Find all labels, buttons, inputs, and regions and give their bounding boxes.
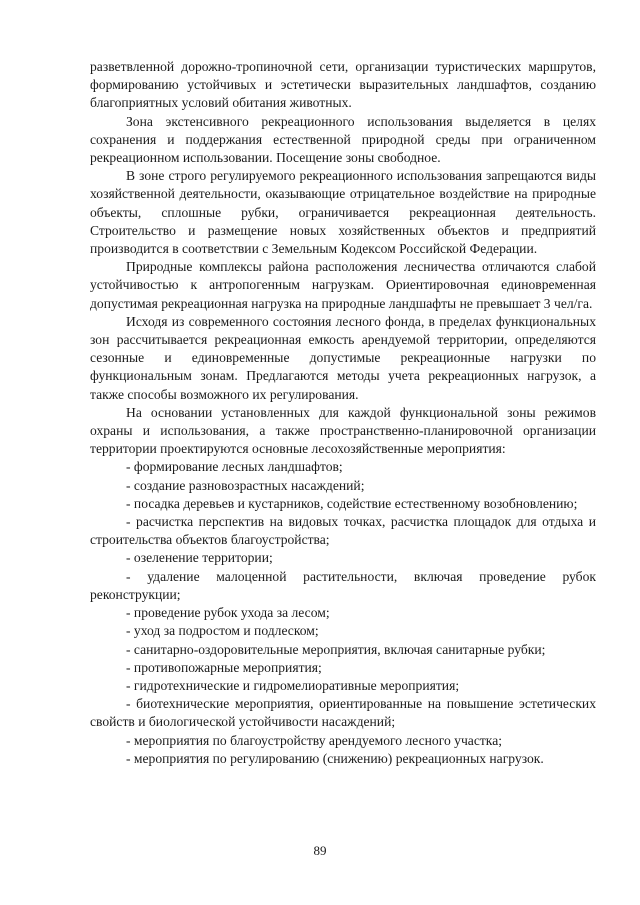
list-item: - мероприятия по благоустройству арендуемого лесного участка; xyxy=(126,732,503,748)
paragraph-measures-intro: На основании установленных для каждой функциональной зоны режимов охраны и использования, а также пространственно-планировочной организации территории проектируются основные лесохозяйственные мероприятия: xyxy=(90,404,596,457)
paragraph-extensive-zone: Зона экстенсивного рекреационного использования выделяется в целях сохранения и поддержания естественной природной среды при ограниченном рекреационном использовании. Посещение зоны свободное. xyxy=(90,113,596,166)
list-item: - уход за подростом и подлеском; xyxy=(126,623,319,639)
paragraph-regulated-zone: В зоне строго регулируемого рекреационного использования запрещаются виды хозяйственной деятельности, оказывающие отрицательное воздействие на природные объекты, сплошные рубки, ограничивается рекреационная деятельность. Строительство и размещение новых хозяйственных объектов и предприятий производится в соответствии с Земельным Кодексом Российской Федерации. xyxy=(90,168,596,257)
paragraph-continuation: разветвленной дорожно-тропиночной сети, организации туристических маршрутов, формированию устойчивых и эстетически выразительных ландшафтов, созданию благоприятных условий обитания животных. xyxy=(90,59,596,111)
list-item: - формирование лесных ландшафтов; xyxy=(126,459,343,475)
page-number: 89 xyxy=(313,843,327,858)
paragraph-natural-complexes: Природные комплексы района расположения лесничества отличаются слабой устойчивостью к антропогенным нагрузкам. Ориентировочная единовременная допустимая рекреационная нагрузка на природные ландшафты не превышает 3 чел/га. xyxy=(90,259,596,311)
document-body xyxy=(90,58,596,768)
list-item: - мероприятия по регулированию (снижению) рекреационных нагрузок. xyxy=(126,750,544,766)
paragraph-recreational-capacity: Исходя из современного состояния лесного фонда, в пределах функциональных зон рассчитывается рекреационная емкость арендуемой территории, определяются сезонные и единовременные допустимые рекреационные нагрузки по функциональным зонам. Предлагаются методы учета рекреационных нагрузок, а также способы возможного их регулирования. xyxy=(90,313,596,402)
list-item: - расчистка перспектив на видовых точках, расчистка площадок для отдыха и строительства объектов благоустройства; xyxy=(90,514,596,548)
list-item: - противопожарные мероприятия; xyxy=(126,659,322,675)
list-item: - удаление малоценной растительности, включая проведение рубок реконструкции; xyxy=(90,568,596,602)
list-item: - проведение рубок ухода за лесом; xyxy=(126,605,330,621)
list-item: - гидротехнические и гидромелиоративные мероприятия; xyxy=(126,677,460,693)
list-item: - создание разновозрастных насаждений; xyxy=(126,477,365,493)
list-item: - биотехнические мероприятия, ориентированные на повышение эстетических свойств и биологической устойчивости насаждений; xyxy=(90,696,596,730)
list-item: - санитарно-оздоровительные мероприятия, включая санитарные рубки; xyxy=(126,641,546,657)
list-item: - озеленение территории; xyxy=(126,550,273,566)
list-item: - посадка деревьев и кустарников, содействие естественному возобновлению; xyxy=(126,495,578,511)
